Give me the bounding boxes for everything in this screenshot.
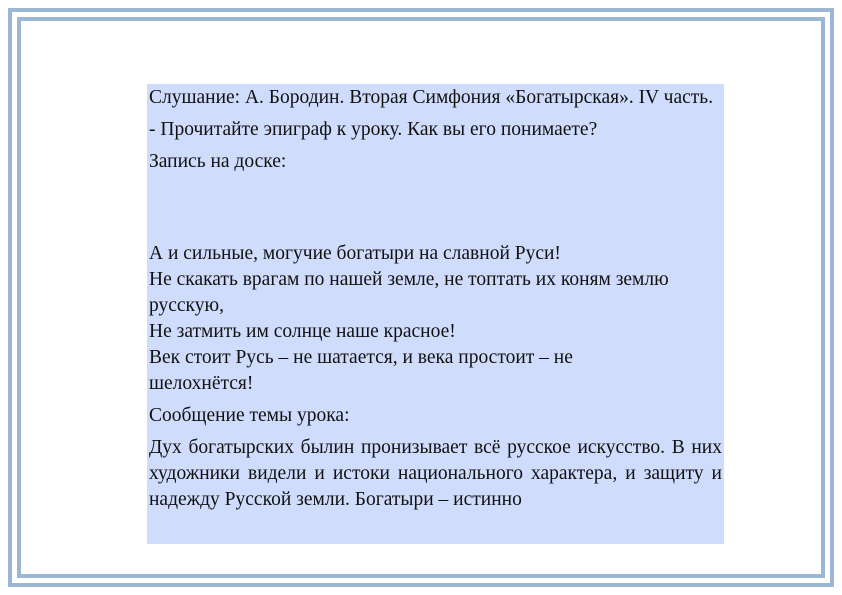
poem-line-2: Не скакать врагам по нашей земле, не топтать их коням землю русскую, [149,269,669,316]
listening-paragraph: Слушание: А. Бородин. Вторая Симфония «Богатырская». IV часть. [149,87,714,108]
document-text-block [147,84,724,544]
board-label: Запись на доске: [149,151,287,172]
topic-label: Сообщение темы урока: [149,405,350,426]
topic-paragraph: Дух богатырских былин пронизывает всё русское искусство. В них художники видели и истоки национального характера, и защиту и надежду Русской земли. Богатыри – истинно [149,437,722,510]
blank-space [147,175,724,241]
poem-line-1: А и сильные, могучие богатыри на славной Руси! [149,243,561,264]
poem-line-3: Не затмить им солнце наше красное! [149,321,456,342]
question-paragraph: - Прочитайте эпиграф к уроку. Как вы его понимаете? [149,119,598,140]
poem-line-4: Век стоит Русь – не шатается, и века простоит – не шелохнётся! [149,347,573,394]
